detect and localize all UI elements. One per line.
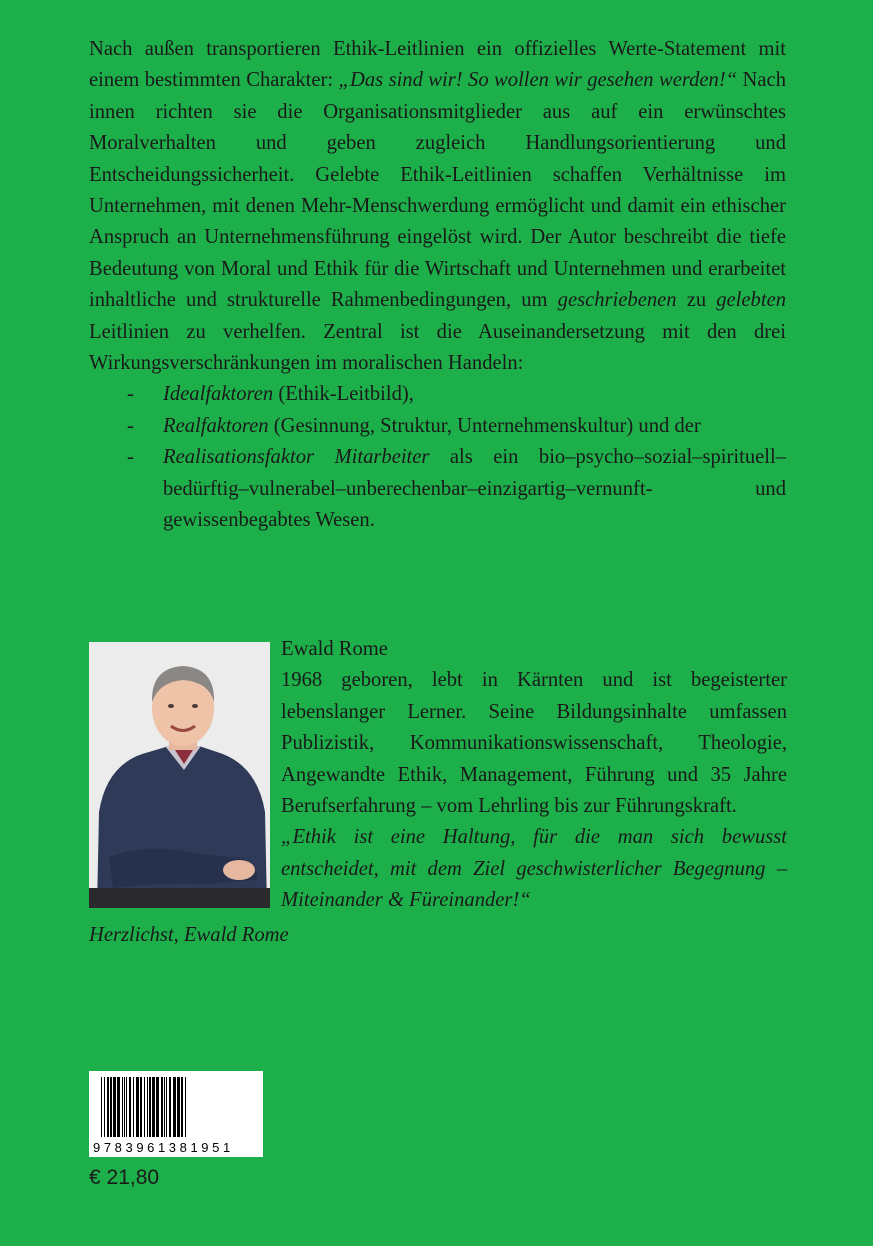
barcode-bar	[166, 1077, 167, 1137]
barcode-bar	[136, 1077, 139, 1137]
blurb-paragraph: Nach außen transportieren Ethik-Leitlinien ein offizielles Werte-Statement mit einem bestimmten Charakter: „Das sind wir! So wollen wir gesehen werden!“ Nach innen richten sie die Organisationsmitglieder aus auf ein erwünschtes Moralverhalten und geben zugleich Handlungsorientierung und Entscheidungssicherheit. Gelebte Ethik-Leitlinien schaffen Verhältnisse im Unternehmen, mit denen Mehr-Menschwerdung ermöglicht und damit ein ethischer Anspruch an Unternehmensführung eingelöst wird. Der Autor beschreibt die tiefe Bedeutung von Moral und Ethik für die Wirtschaft und Unternehmen und erarbeitet inhaltliche und strukturelle Rahmenbedingungen, um geschriebenen zu gelebten Leitlinien zu verhelfen. Zentral ist die Auseinandersetzung mit den drei Wirkungsverschränkungen im moralischen Handeln:	[89, 38, 787, 375]
barcode-bar	[144, 1077, 145, 1137]
barcode-bar	[152, 1077, 155, 1137]
factor-list	[89, 379, 786, 536]
barcode-bar	[101, 1077, 102, 1137]
author-photo	[89, 642, 270, 908]
barcode-bar	[126, 1077, 127, 1137]
barcode-bar	[113, 1077, 116, 1137]
book-blurb	[89, 34, 786, 537]
barcode-bar	[161, 1077, 163, 1137]
barcode-bar	[169, 1077, 171, 1137]
signoff: Herzlichst, Ewald Rome	[89, 924, 289, 946]
blurb-quote: „Das sind wir! So wollen wir gesehen werden!“	[338, 69, 738, 92]
author-name: Ewald Rome	[281, 638, 388, 660]
barcode-bar	[173, 1077, 176, 1137]
barcode-bar	[122, 1077, 123, 1137]
barcode-bar	[156, 1077, 159, 1137]
author-info	[281, 634, 787, 917]
author-quote: „Ethik ist eine Haltung, für die man sich bewusst entscheidet, mit dem Ziel geschwisterlicher Begegnung – Miteinander & Füreinander!“	[281, 826, 787, 912]
barcode-bars	[89, 1071, 263, 1139]
barcode-bar	[185, 1077, 186, 1137]
barcode-bar	[104, 1077, 105, 1137]
barcode-bar	[107, 1077, 109, 1137]
list-item: - Realfaktoren (Gesinnung, Struktur, Unternehmenskultur) und der	[127, 414, 701, 437]
barcode-bar	[110, 1077, 112, 1137]
list-item: - Idealfaktoren (Ethik-Leitbild),	[127, 383, 414, 406]
barcode-bar	[133, 1077, 134, 1137]
barcode-bar	[124, 1077, 125, 1137]
barcode-bar	[164, 1077, 165, 1137]
barcode-bar	[181, 1077, 183, 1137]
barcode-bar	[117, 1077, 120, 1137]
isbn-barcode	[89, 1071, 263, 1157]
barcode-bar	[147, 1077, 148, 1137]
barcode-bar	[140, 1077, 142, 1137]
barcode-bar	[129, 1077, 131, 1137]
isbn-number: 9783961381951	[93, 1140, 234, 1155]
price: € 21,80	[89, 1166, 160, 1189]
barcode-bar	[149, 1077, 151, 1137]
list-item: - Realisationsfaktor Mitarbeiter als ein bio–psycho–sozial–spirituell–bedürftig–vulnerabel–unberechenbar–einzigartig–vernunft- und gewissenbegabtes Wesen.	[127, 446, 786, 532]
barcode-bar	[177, 1077, 180, 1137]
author-bio: 1968 geboren, lebt in Kärnten und ist begeisterter lebenslanger Lerner. Seine Bildungsinhalte umfassen Publizistik, Kommunikationswissenschaft, Theologie, Angewandte Ethik, Management, Führung und 35 Jahre Berufserfahrung – vom Lehrling bis zur Führungskraft.	[281, 669, 787, 818]
